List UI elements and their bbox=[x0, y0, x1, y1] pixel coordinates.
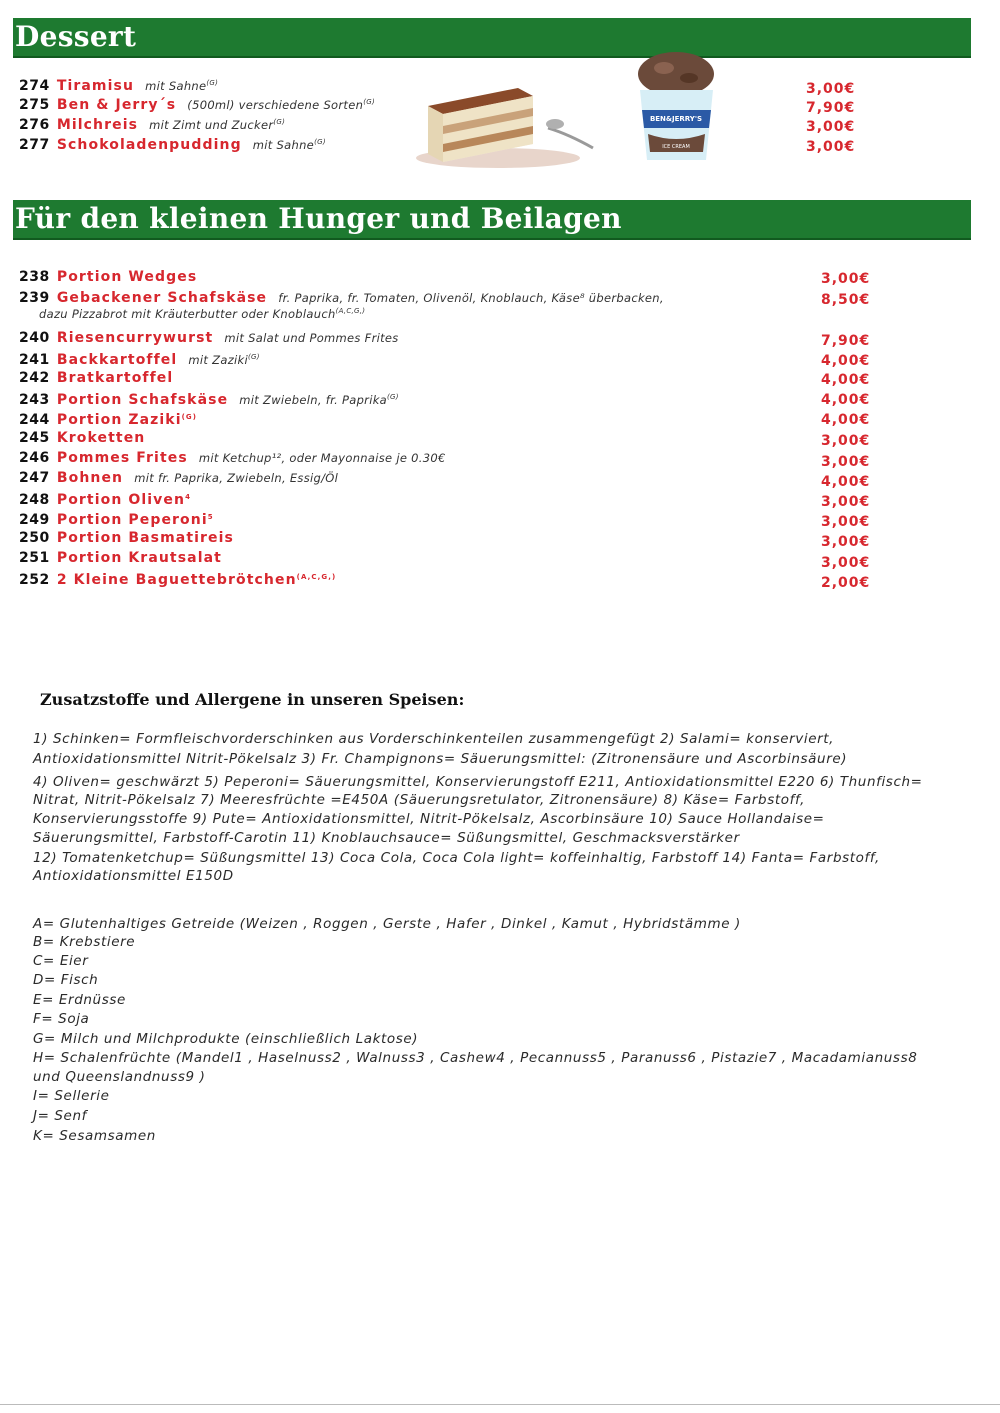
item-number: 239 bbox=[19, 290, 50, 306]
allergen-line: H= Schalenfrüchte (Mandel1 , Haselnuss2 , Walnuss3 , Cashew4 , Pecannuss5 , Paranuss6 , Pistazie7 , Macadamianuss8 bbox=[33, 1050, 918, 1066]
price-241: 4,00€ bbox=[821, 353, 871, 369]
item-description: mit Zaziki$^{(G)}$ bbox=[188, 353, 260, 367]
item-number: 249 bbox=[19, 512, 50, 528]
price-246: 3,00€ bbox=[821, 454, 871, 470]
item-name: Schokoladenpudding bbox=[56, 137, 242, 153]
item-description: fr. Paprika, fr. Tomaten, Olivenöl, Knoblauch, Käse⁸ überbacken, bbox=[278, 291, 664, 305]
menu-item-275 bbox=[19, 93, 375, 114]
page-bottom-divider bbox=[0, 1404, 1000, 1405]
item-description: mit Ketchup¹², oder Mayonnaise je 0.30€ bbox=[198, 451, 446, 465]
item-name: Backkartoffel bbox=[56, 352, 178, 368]
item-name: Bohnen bbox=[56, 470, 124, 486]
item-name: Portion Krautsalat bbox=[56, 550, 222, 566]
price-240: 7,90€ bbox=[821, 333, 871, 349]
menu-item-244 bbox=[19, 408, 197, 429]
price-245: 3,00€ bbox=[821, 433, 871, 449]
price-251: 3,00€ bbox=[821, 555, 871, 571]
menu-item-241 bbox=[19, 348, 260, 369]
item-name: Pommes Frites bbox=[56, 450, 188, 466]
allergen-line: A= Glutenhaltiges Getreide (Weizen , Roggen , Gerste , Hafer , Dinkel , Kamut , Hybridstämme ) bbox=[33, 916, 741, 932]
allergen-line: J= Senf bbox=[33, 1108, 87, 1124]
item-name: Portion Zaziki$^{(G)}$ bbox=[56, 412, 198, 428]
menu-item-246 bbox=[19, 448, 446, 467]
item-name: Gebackener Schafskäse bbox=[56, 290, 268, 306]
price-252: 2,00€ bbox=[821, 575, 871, 591]
additive-line: 12) Tomatenketchup= Süßungsmittel 13) Coca Cola, Coca Cola light= koffeinhaltig, Farbstoff 14) Fanta= Farbstoff, bbox=[33, 850, 880, 866]
allergen-line: E= Erdnüsse bbox=[33, 992, 126, 1008]
item-description: mit Salat und Pommes Frites bbox=[224, 331, 399, 345]
additives-title: Zusatzstoffe und Allergene in unseren Speisen: bbox=[40, 690, 465, 709]
item-number: 252 bbox=[19, 572, 50, 588]
tiramisu-image bbox=[408, 66, 613, 171]
cup-brand: BEN&JERRY'S bbox=[649, 115, 703, 123]
price-242: 4,00€ bbox=[821, 372, 871, 388]
item-number: 241 bbox=[19, 352, 50, 368]
item-description: mit Zwiebeln, fr. Paprika$^{(G)}$ bbox=[239, 393, 399, 407]
item-description-continued: dazu Pizzabrot mit Kräuterbutter oder Knoblauch$^{(A,C,G,)}$ bbox=[39, 307, 366, 321]
allergen-line: B= Krebstiere bbox=[33, 934, 136, 950]
item-number: 250 bbox=[19, 530, 50, 546]
item-name: Portion Wedges bbox=[56, 269, 198, 285]
item-name: Bratkartoffel bbox=[56, 370, 174, 386]
item-number: 274 bbox=[19, 78, 50, 94]
additive-line: Konservierungsstoffe 9) Pute= Antioxidationsmittel, Nitrit-Pökelsalz, Ascorbinsäure 10) Sauce Hollandaise= bbox=[33, 811, 825, 827]
item-description: mit fr. Paprika, Zwiebeln, Essig/Öl bbox=[134, 471, 339, 485]
menu-item-243 bbox=[19, 388, 399, 409]
menu-item-277 bbox=[19, 133, 326, 154]
allergen-line: F= Soja bbox=[33, 1011, 90, 1027]
allergen-line: I= Sellerie bbox=[33, 1088, 110, 1104]
menu-item-274 bbox=[19, 74, 218, 95]
item-number: 248 bbox=[19, 492, 50, 508]
item-number: 247 bbox=[19, 470, 50, 486]
dessert-title: Dessert bbox=[15, 20, 137, 53]
item-name: Tiramisu bbox=[56, 78, 135, 94]
menu-item-250 bbox=[19, 528, 234, 547]
item-name: Portion Oliven$^4$ bbox=[56, 492, 192, 508]
item-number: 246 bbox=[19, 450, 50, 466]
additive-line: Nitrat, Nitrit-Pökelsalz 7) Meeresfrüchte =E450A (Säuerungsretulator, Zitronensäure) 8) Käse= Farbstoff, bbox=[33, 792, 805, 808]
menu-item-245 bbox=[19, 428, 145, 447]
item-name: Milchreis bbox=[56, 117, 139, 133]
item-name: Portion Schafskäse bbox=[56, 392, 229, 408]
price-247: 4,00€ bbox=[821, 474, 871, 490]
cup-label: ICE CREAM bbox=[662, 144, 690, 150]
allergen-line: D= Fisch bbox=[33, 972, 99, 988]
item-number: 275 bbox=[19, 97, 50, 113]
snacks-section-header bbox=[13, 200, 971, 240]
menu-item-240 bbox=[19, 328, 399, 347]
price-276: 3,00€ bbox=[806, 119, 856, 135]
menu-item-249 bbox=[19, 508, 214, 529]
item-name: Kroketten bbox=[56, 430, 146, 446]
menu-item-248 bbox=[19, 488, 191, 509]
price-275: 7,90€ bbox=[806, 100, 856, 116]
price-239: 8,50€ bbox=[821, 292, 871, 308]
item-description: mit Zimt und Zucker$^{(G)}$ bbox=[149, 118, 286, 132]
price-250: 3,00€ bbox=[821, 534, 871, 550]
additive-line: Antioxidationsmittel Nitrit-Pökelsalz 3) Fr. Champignons= Säuerungsmittel: (Zitronensäure und Ascorbinsäure) bbox=[33, 751, 848, 767]
item-number: 244 bbox=[19, 412, 50, 428]
item-number: 243 bbox=[19, 392, 50, 408]
item-description: (500ml) verschiedene Sorten$^{(G)}$ bbox=[187, 98, 375, 112]
menu-item-239 bbox=[19, 288, 664, 307]
price-249: 3,00€ bbox=[821, 514, 871, 530]
additive-line: Säuerungsmittel, Farbstoff-Carotin 11) Knoblauchsauce= Süßungsmittel, Geschmacksverstärker bbox=[33, 830, 740, 846]
price-238: 3,00€ bbox=[821, 271, 871, 287]
snacks-title: Für den kleinen Hunger und Beilagen bbox=[15, 202, 622, 235]
allergen-line: und Queenslandnuss9 ) bbox=[33, 1069, 206, 1085]
dessert-section-header bbox=[13, 18, 971, 58]
menu-item-242 bbox=[19, 368, 173, 387]
price-244: 4,00€ bbox=[821, 412, 871, 428]
item-name: Portion Peperoni$^5$ bbox=[56, 512, 214, 528]
menu-item-252 bbox=[19, 568, 336, 589]
item-number: 277 bbox=[19, 137, 50, 153]
allergen-line: K= Sesamsamen bbox=[33, 1128, 156, 1144]
item-description: mit Sahne$^{(G)}$ bbox=[145, 79, 219, 93]
price-248: 3,00€ bbox=[821, 494, 871, 510]
allergen-line: C= Eier bbox=[33, 953, 89, 969]
item-number: 276 bbox=[19, 117, 50, 133]
item-description: mit Sahne$^{(G)}$ bbox=[252, 138, 326, 152]
additive-line: 1) Schinken= Formfleischvorderschinken aus Vorderschinkenteilen zusammengefügt 2) Salami= konserviert, bbox=[33, 731, 835, 747]
item-name: Ben & Jerry´s bbox=[56, 97, 177, 113]
item-number: 245 bbox=[19, 430, 50, 446]
menu-item-247 bbox=[19, 468, 338, 487]
item-number: 240 bbox=[19, 330, 50, 346]
price-277: 3,00€ bbox=[806, 139, 856, 155]
item-number: 238 bbox=[19, 269, 50, 285]
ice-cream-cup-image bbox=[634, 48, 719, 166]
item-number: 251 bbox=[19, 550, 50, 566]
menu-item-276 bbox=[19, 113, 285, 134]
price-243: 4,00€ bbox=[821, 392, 871, 408]
item-name: Riesencurrywurst bbox=[56, 330, 214, 346]
allergen-line: G= Milch und Milchprodukte (einschließlich Laktose) bbox=[33, 1031, 419, 1047]
item-name: 2 Kleine Baguettebrötchen$^{(A,C,G,)}$ bbox=[56, 572, 337, 588]
item-number: 242 bbox=[19, 370, 50, 386]
menu-item-238 bbox=[19, 267, 197, 286]
additive-line: Antioxidationsmittel E150D bbox=[33, 868, 234, 884]
item-name: Portion Basmatireis bbox=[56, 530, 234, 546]
menu-item-251 bbox=[19, 548, 222, 567]
additive-line: 4) Oliven= geschwärzt 5) Peperoni= Säuerungsmittel, Konservierungstoff E211, Antioxidationsmittel E220 6) Thunfisch= bbox=[33, 774, 923, 790]
price-274: 3,00€ bbox=[806, 81, 856, 97]
